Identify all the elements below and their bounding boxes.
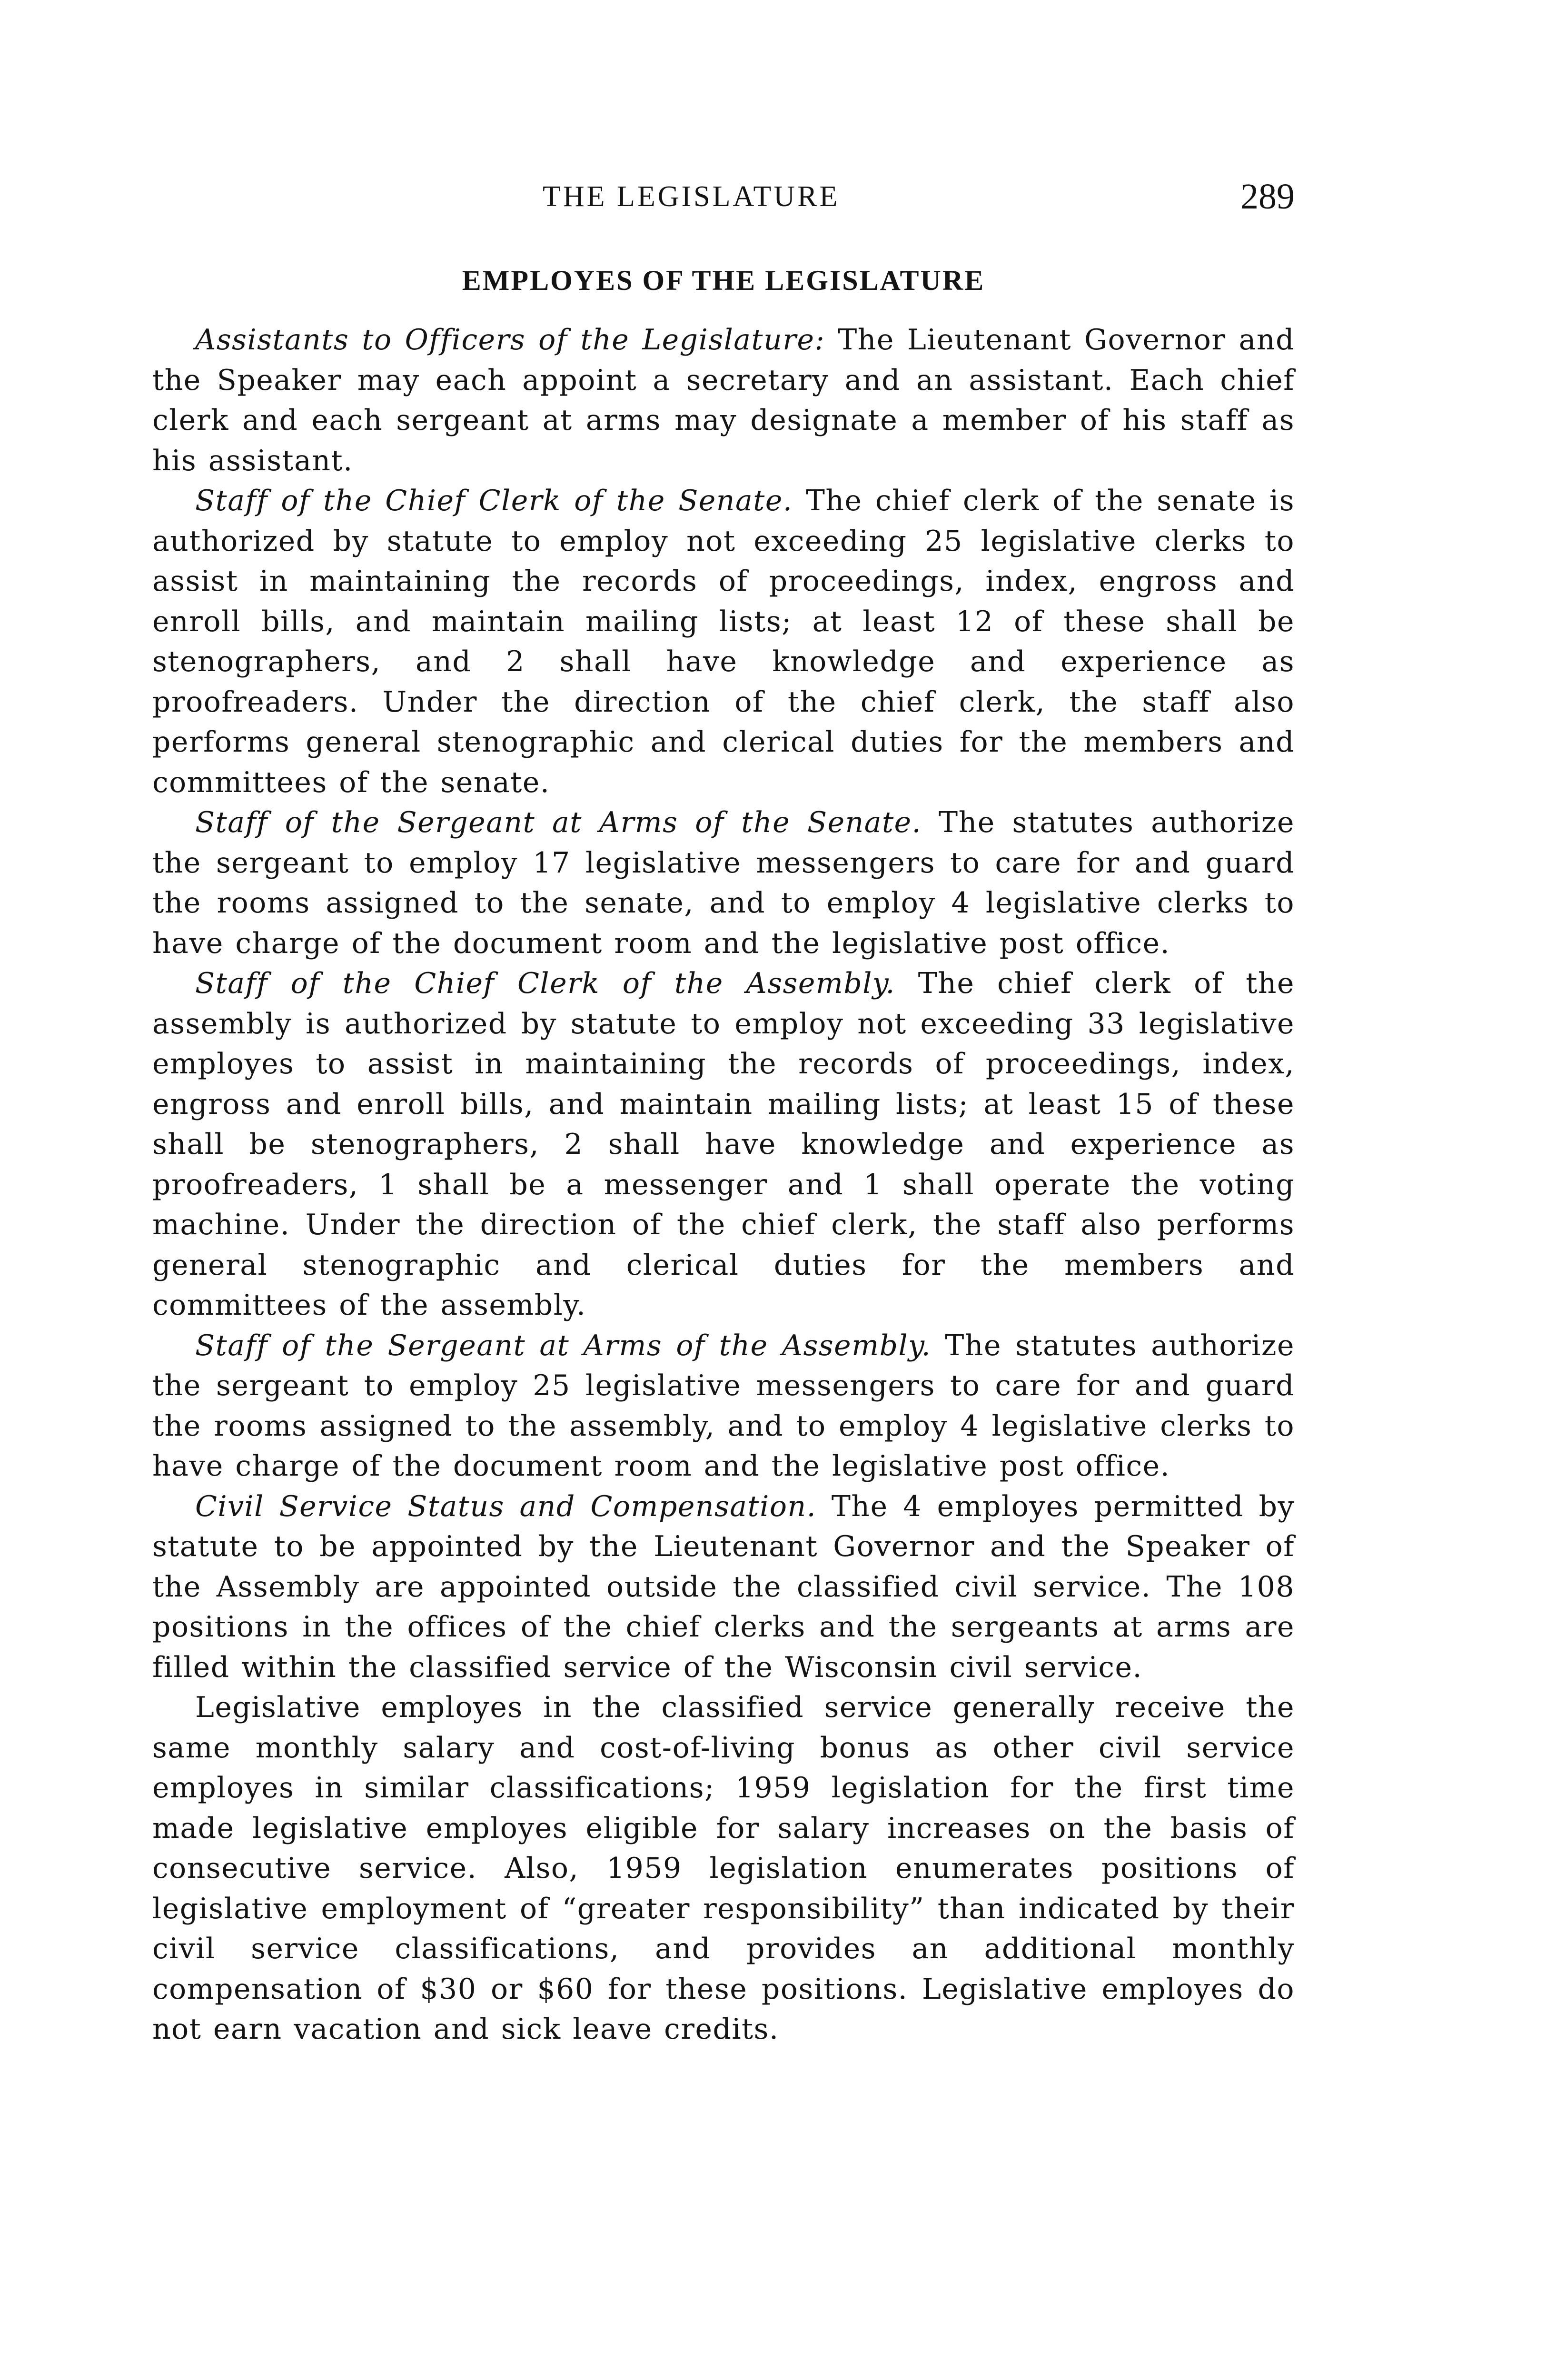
paragraph-run-in: Civil Service Status and Compensation.	[195, 1489, 817, 1523]
paragraph-text: The chief clerk of the senate is authorized by statute to employ not exceeding 25 legislative clerks to assist in maintaining the records of proceedings, index, engross and enroll bills, and maintain mailing lists; at least 12 of these shall be stenographers, and 2 shall have knowledge and experience as proofreaders. Under the direction of the chief clerk, the staff also performs general stenographic and clerical duties for the members and committees of the senate.	[152, 484, 1295, 799]
page-number: 289	[1240, 177, 1295, 217]
document-page	[152, 0, 1295, 2380]
paragraph-run-in: Staff of the Sergeant at Arms of the Senate.	[195, 806, 922, 839]
paragraph-text: The statutes authorize the sergeant to employ 25 legislative messengers to care for and guard the rooms assigned to the assembly, and to employ 4 legislative clerks to have charge of the document room and the legislative post office.	[152, 1329, 1295, 1483]
paragraph-run-in: Staff of the Chief Clerk of the Assembly.	[195, 967, 895, 1000]
paragraph-assembly-sergeant-staff	[152, 1326, 1295, 1487]
paragraph-salary-compensation	[152, 1687, 1295, 2050]
paragraph-assembly-chief-clerk-staff	[152, 963, 1295, 1326]
paragraph-run-in: Staff of the Sergeant at Arms of the Assembly.	[195, 1329, 932, 1362]
paragraph-civil-service-status	[152, 1487, 1295, 1688]
paragraph-assistants	[152, 320, 1295, 481]
body-text	[152, 320, 1295, 2050]
paragraph-text: Legislative employes in the classified service generally receive the same monthly salary and cost-of-living bonus as other civil service employes in similar classifications; 1959 legislation for the first time made legislative employes eligible for salary increases on the basis of consecutive service. Also, 1959 legislation enumerates positions of legislative employment of “greater responsibility” than indicated by their civil service classifications, and provides an additional monthly compensation of $30 or $60 for these positions. Legislative employes do not earn vacation and sick leave credits.	[152, 1691, 1295, 2046]
paragraph-senate-chief-clerk-staff	[152, 481, 1295, 803]
paragraph-run-in: Assistants to Officers of the Legislature:	[195, 323, 825, 357]
paragraph-text: The 4 employes permitted by statute to be appointed by the Lieutenant Governor and the Speaker of the Assembly are appointed outside the classified civil service. The 108 positions in the offices of the chief clerks and the sergeants at arms are filled within the classified service of the Wisconsin civil service.	[152, 1489, 1295, 1684]
paragraph-text: The statutes authorize the sergeant to employ 17 legislative messengers to care for and guard the rooms assigned to the senate, and to employ 4 legislative clerks to have charge of the document room and the legislative post office.	[152, 806, 1295, 960]
running-title: THE LEGISLATURE	[543, 180, 840, 213]
paragraph-text: The Lieutenant Governor and the Speaker may each appoint a secretary and an assistant. Each chief clerk and each sergeant at arms may designate a member of his staff as his assistant.	[152, 323, 1295, 477]
paragraph-text: The chief clerk of the assembly is authorized by statute to employ not exceeding 33 legislative employes to assist in maintaining the records of proceedings, index, engross and enroll bills, and maintain mailing lists; at least 15 of these shall be stenographers, 2 shall have knowledge and experience as proofreaders, 1 shall be a messenger and 1 shall operate the voting machine. Under the direction of the chief clerk, the staff also performs general stenographic and clerical duties for the members and committees of the assembly.	[152, 967, 1295, 1322]
paragraph-senate-sergeant-staff	[152, 803, 1295, 963]
section-heading: EMPLOYES OF THE LEGISLATURE	[462, 265, 985, 296]
paragraph-run-in: Staff of the Chief Clerk of the Senate.	[195, 484, 793, 517]
running-head	[152, 176, 1295, 224]
